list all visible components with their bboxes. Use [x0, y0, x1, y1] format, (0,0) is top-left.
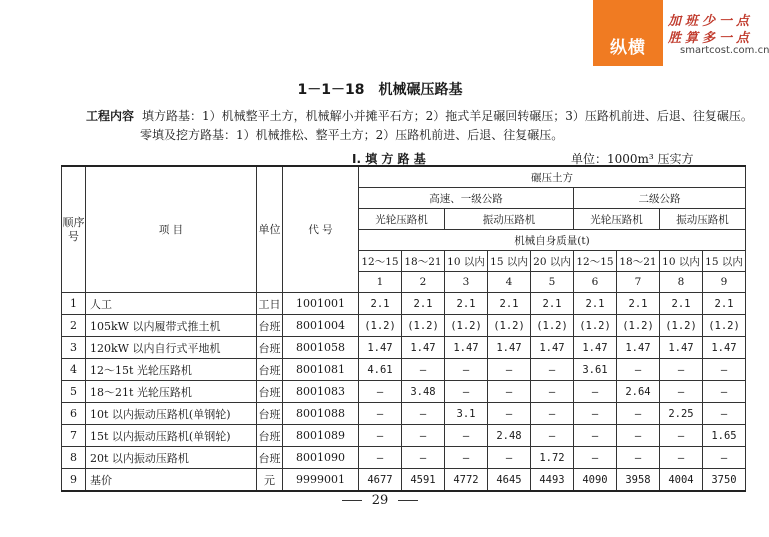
row-unit: 台班: [257, 447, 283, 469]
row-value-cell: 2.1: [574, 293, 617, 315]
row-value-cell: 3.1: [445, 403, 488, 425]
header-code: 代 号: [283, 166, 359, 293]
row-item-name: 20t 以内振动压路机: [86, 447, 257, 469]
column-number-cell: 3: [445, 272, 488, 293]
row-value-cell: 2.64: [617, 381, 660, 403]
row-value-cell: –: [488, 447, 531, 469]
table-row: [62, 293, 746, 315]
mass-range-cell: 10 以内: [445, 251, 488, 272]
row-item-name: 10t 以内振动压路机(单钢轮): [86, 403, 257, 425]
row-value-cell: –: [531, 381, 574, 403]
row-value-cell: 2.25: [660, 403, 703, 425]
column-number-cell: 8: [660, 272, 703, 293]
row-item-name: 15t 以内振动压路机(单钢轮): [86, 425, 257, 447]
row-seq: 5: [62, 381, 86, 403]
row-value-cell: 1.47: [531, 337, 574, 359]
row-value-cell: –: [402, 447, 445, 469]
table-row: [62, 447, 746, 469]
header-vibro-roller-2: 振动压路机: [660, 209, 746, 230]
row-value-cell: –: [617, 425, 660, 447]
row-value-cell: (1.2): [359, 315, 402, 337]
row-value-cell: –: [445, 359, 488, 381]
row-unit: 台班: [257, 381, 283, 403]
row-code: 8001004: [283, 315, 359, 337]
row-value-cell: –: [703, 403, 746, 425]
row-value-cell: –: [531, 425, 574, 447]
header-highway: 高速、一级公路: [359, 188, 574, 209]
mass-range-cell: 12～15: [574, 251, 617, 272]
row-value-cell: –: [359, 425, 402, 447]
header-smooth-roller-1: 光轮压路机: [359, 209, 445, 230]
column-number-cell: 4: [488, 272, 531, 293]
row-item-name: 人工: [86, 293, 257, 315]
table-unit: 单位：1000m³ 压实方: [571, 152, 694, 166]
section-number: 1－1－18: [297, 82, 365, 98]
row-value-cell: 3.48: [402, 381, 445, 403]
row-unit: 台班: [257, 315, 283, 337]
row-value-cell: (1.2): [445, 315, 488, 337]
brand-logo: [593, 0, 663, 66]
mass-range-cell: 20 以内: [531, 251, 574, 272]
row-unit: 台班: [257, 425, 283, 447]
header-second-class: 二级公路: [574, 188, 746, 209]
row-value-cell: 2.1: [445, 293, 488, 315]
footer-dash-right: [398, 500, 418, 501]
row-value-cell: (1.2): [488, 315, 531, 337]
row-value-cell: (1.2): [402, 315, 445, 337]
row-value-cell: 3958: [617, 469, 660, 492]
row-unit: 工日: [257, 293, 283, 315]
row-code: 8001081: [283, 359, 359, 381]
row-unit: 台班: [257, 337, 283, 359]
row-value-cell: –: [359, 403, 402, 425]
row-value-cell: 4772: [445, 469, 488, 492]
header-smooth-roller-2: 光轮压路机: [574, 209, 660, 230]
row-code: 8001058: [283, 337, 359, 359]
column-number-cell: 7: [617, 272, 660, 293]
column-number-cell: 6: [574, 272, 617, 293]
mass-range-cell: 18～21: [617, 251, 660, 272]
row-value-cell: 1.47: [660, 337, 703, 359]
row-value-cell: –: [359, 447, 402, 469]
row-value-cell: –: [445, 447, 488, 469]
row-code: 8001090: [283, 447, 359, 469]
page-number: 29: [371, 493, 389, 508]
table-row: [62, 403, 746, 425]
table-row: [62, 315, 746, 337]
row-value-cell: 1.72: [531, 447, 574, 469]
row-value-cell: 1.47: [703, 337, 746, 359]
header-item: 项 目: [86, 166, 257, 293]
brand-site: smartcost.com.cn: [680, 45, 769, 56]
row-value-cell: 2.1: [703, 293, 746, 315]
header-seq: 顺序号: [62, 166, 86, 293]
row-unit: 台班: [257, 359, 283, 381]
row-value-cell: 1.47: [617, 337, 660, 359]
row-value-cell: 4004: [660, 469, 703, 492]
row-value-cell: 3.61: [574, 359, 617, 381]
column-number-cell: 1: [359, 272, 402, 293]
table-row: [62, 425, 746, 447]
row-value-cell: 2.1: [488, 293, 531, 315]
row-value-cell: –: [703, 359, 746, 381]
row-value-cell: –: [574, 425, 617, 447]
row-value-cell: 2.1: [359, 293, 402, 315]
row-value-cell: –: [359, 381, 402, 403]
row-value-cell: –: [488, 359, 531, 381]
row-value-cell: 2.48: [488, 425, 531, 447]
row-value-cell: –: [574, 447, 617, 469]
row-value-cell: (1.2): [617, 315, 660, 337]
row-value-cell: –: [574, 381, 617, 403]
row-value-cell: –: [531, 403, 574, 425]
row-value-cell: 4591: [402, 469, 445, 492]
row-value-cell: –: [402, 359, 445, 381]
header-unit: 单位: [257, 166, 283, 293]
row-value-cell: –: [617, 447, 660, 469]
row-value-cell: 1.47: [488, 337, 531, 359]
table-row: [62, 337, 746, 359]
row-value-cell: –: [402, 403, 445, 425]
mass-range-cell: 18～21: [402, 251, 445, 272]
row-seq: 1: [62, 293, 86, 315]
row-value-cell: –: [402, 425, 445, 447]
row-item-name: 18～21t 光轮压路机: [86, 381, 257, 403]
row-value-cell: 1.47: [574, 337, 617, 359]
mass-range-cell: 15 以内: [488, 251, 531, 272]
row-value-cell: –: [703, 447, 746, 469]
row-value-cell: (1.2): [574, 315, 617, 337]
row-item-name: 120kW 以内自行式平地机: [86, 337, 257, 359]
work-content: [86, 107, 753, 126]
work-content-line1: 填方路基：1）机械整平土方，机械解小并摊平石方；2）拖式羊足碾回转碾压；3）压路机前进、后退、往复碾压。: [142, 109, 753, 123]
row-value-cell: 4493: [531, 469, 574, 492]
row-value-cell: –: [660, 359, 703, 381]
row-seq: 6: [62, 403, 86, 425]
work-content-label: 工程内容: [86, 109, 135, 123]
row-value-cell: 2.1: [660, 293, 703, 315]
table-row: [62, 381, 746, 403]
column-number-cell: 2: [402, 272, 445, 293]
brand-slogan-line1: 加班少一点: [668, 14, 754, 29]
row-value-cell: –: [488, 403, 531, 425]
row-seq: 4: [62, 359, 86, 381]
row-code: 8001088: [283, 403, 359, 425]
row-value-cell: –: [574, 403, 617, 425]
row-value-cell: 1.47: [359, 337, 402, 359]
column-number-cell: 9: [703, 272, 746, 293]
row-seq: 8: [62, 447, 86, 469]
page-footer: [0, 493, 760, 508]
section-title: [0, 79, 760, 99]
row-value-cell: 1.65: [703, 425, 746, 447]
row-value-cell: –: [445, 425, 488, 447]
brand-logo-text: 纵横: [610, 38, 646, 58]
row-value-cell: –: [617, 359, 660, 381]
column-number-cell: 5: [531, 272, 574, 293]
row-value-cell: (1.2): [531, 315, 574, 337]
footer-dash-left: [342, 500, 362, 501]
row-value-cell: 3750: [703, 469, 746, 492]
row-value-cell: –: [660, 447, 703, 469]
row-unit: 台班: [257, 403, 283, 425]
row-code: 8001089: [283, 425, 359, 447]
row-value-cell: –: [617, 403, 660, 425]
mass-range-cell: 15 以内: [703, 251, 746, 272]
quota-table: [61, 165, 746, 492]
row-seq: 2: [62, 315, 86, 337]
row-value-cell: 4.61: [359, 359, 402, 381]
header-vibro-roller-1: 振动压路机: [445, 209, 574, 230]
row-value-cell: 2.1: [531, 293, 574, 315]
row-seq: 3: [62, 337, 86, 359]
row-value-cell: 4090: [574, 469, 617, 492]
brand-slogan-line2: 胜算多一点: [668, 31, 754, 46]
table-subtitle: I. 填 方 路 基: [352, 152, 426, 166]
row-value-cell: –: [660, 425, 703, 447]
row-code: 1001001: [283, 293, 359, 315]
row-item-name: 12～15t 光轮压路机: [86, 359, 257, 381]
table-body: [62, 293, 746, 492]
table-row: [62, 469, 746, 492]
header-group-top: 碾压土方: [359, 166, 746, 188]
row-value-cell: –: [445, 381, 488, 403]
row-value-cell: –: [488, 381, 531, 403]
row-item-name: 105kW 以内履带式推土机: [86, 315, 257, 337]
row-value-cell: –: [531, 359, 574, 381]
mass-range-cell: 12～15: [359, 251, 402, 272]
row-code: 8001083: [283, 381, 359, 403]
row-item-name: 基价: [86, 469, 257, 492]
section-name: 机械碾压路基: [378, 82, 463, 98]
row-value-cell: (1.2): [660, 315, 703, 337]
row-value-cell: –: [703, 381, 746, 403]
row-value-cell: 1.47: [402, 337, 445, 359]
row-seq: 7: [62, 425, 86, 447]
row-value-cell: 2.1: [402, 293, 445, 315]
table-row: [62, 359, 746, 381]
row-value-cell: 4645: [488, 469, 531, 492]
row-value-cell: 4677: [359, 469, 402, 492]
header-mass: 机械自身质量(t): [359, 230, 746, 251]
row-value-cell: –: [660, 381, 703, 403]
row-value-cell: 2.1: [617, 293, 660, 315]
mass-range-cell: 10 以内: [660, 251, 703, 272]
row-value-cell: (1.2): [703, 315, 746, 337]
row-unit: 元: [257, 469, 283, 492]
row-value-cell: 1.47: [445, 337, 488, 359]
row-seq: 9: [62, 469, 86, 492]
work-content-line2: 零填及挖方路基：1）机械推松、整平土方；2）压路机前进、后退、往复碾压。: [140, 128, 564, 142]
row-code: 9999001: [283, 469, 359, 492]
